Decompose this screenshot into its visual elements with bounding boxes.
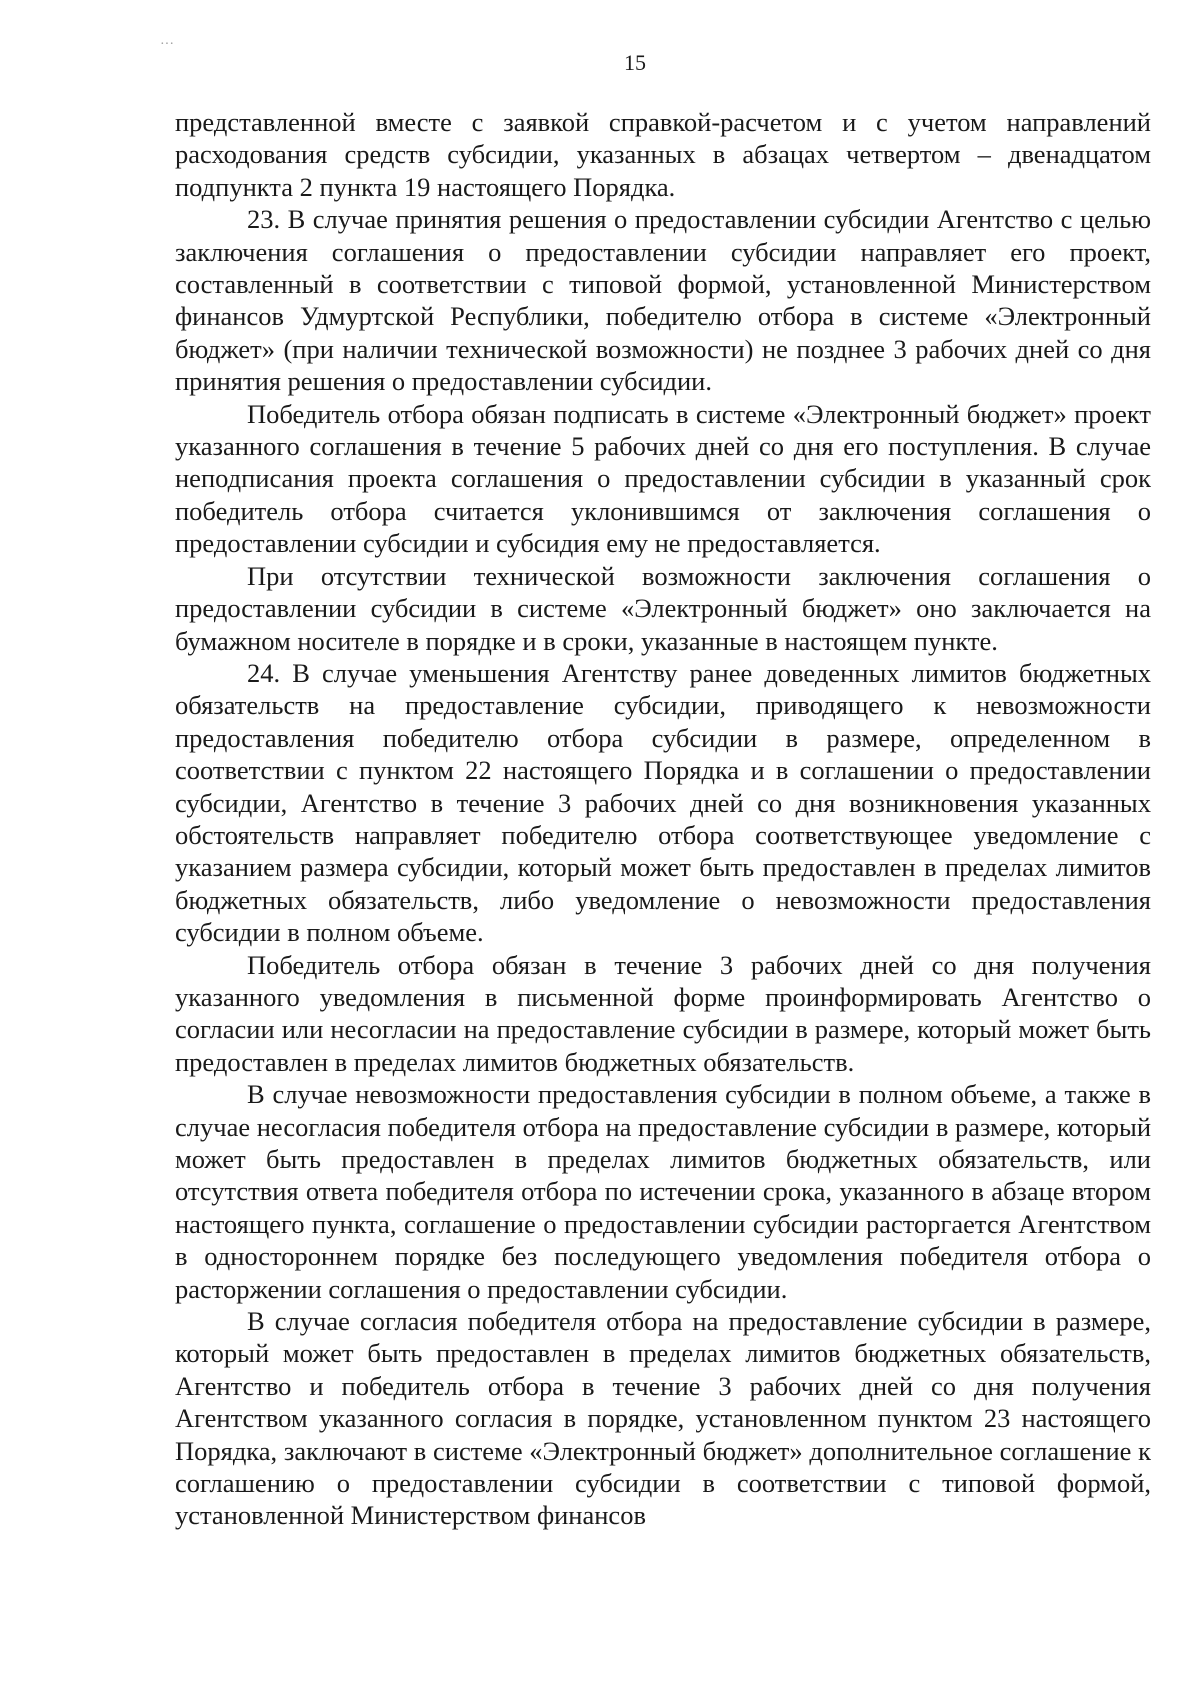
paragraph-clause-23-signing: Победитель отбора обязан подписать в системе «Электронный бюджет» проект указанного соглашения в течение 5 рабочих дней со дня его поступления. В случае неподписания проекта соглашения о предоставлении субсидии в указанный срок победитель отбора считается уклонившимся от заключения соглашения о предоставлении субсидии и субсидия ему не предоставляется. [175,398,1151,559]
scan-speck: ··· [160,37,174,52]
paragraph-clause-24-agreement: В случае согласия победителя отбора на предоставление субсидии в размере, который может быть предоставлен в пределах лимитов бюджетных обязательств, Агентство и победитель отбора в течение 3 рабочих дней со дня получения Агентством указанного согласия в порядке, установленном пунктом 23 настоящего Порядка, заключают в системе «Электронный бюджет» дополнительное соглашение к соглашению о предоставлении субсидии в соответствии с типовой формой, установленной Министерством финансов [175,1306,1151,1531]
paragraph-continuation: представленной вместе с заявкой справкой-расчетом и с учетом направлений расходования средств субсидии, указанных в абзацах четвертом – двенадцатом подпункта 2 пункта 19 настоящего Порядка. [175,107,1151,202]
document-body [175,106,1151,1532]
page-number: 15 [624,50,646,75]
paragraph-clause-24-termination: В случае невозможности предоставления субсидии в полном объеме, а также в случае несогласия победителя отбора на предоставление субсидии в размере, который может быть предоставлен в пределах лимитов бюджетных обязательств, или отсутствия ответа победителя отбора по истечении срока, указанного в абзаце втором настоящего пункта, соглашение о предоставлении субсидии расторгается Агентством в одностороннем порядке без последующего уведомления победителя отбора о расторжении соглашения о предоставлении субсидии. [175,1079,1151,1304]
paragraph-clause-24: 24. В случае уменьшения Агентству ранее доведенных лимитов бюджетных обязательств на предоставление субсидии, приводящего к невозможности предоставления победителю отбора субсидии в размере, определенном в соответствии с пунктом 22 настоящего Порядка и в соглашении о предоставлении субсидии, Агентство в течение 3 рабочих дней со дня возникновения указанных обстоятельств направляет победителю отбора соответствующее уведомление с указанием размера субсидии, который может быть предоставлен в пределах лимитов бюджетных обязательств, либо уведомление о невозможности предоставления субсидии в полном объеме. [175,657,1151,948]
paragraph-clause-24-response: Победитель отбора обязан в течение 3 рабочих дней со дня получения указанного уведомления в письменной форме проинформировать Агентство о согласии или несогласии на предоставление субсидии в размере, который может быть предоставлен в пределах лимитов бюджетных обязательств. [175,949,1151,1077]
paragraph-clause-23-paper: При отсутствии технической возможности заключения соглашения о предоставлении субсидии в системе «Электронный бюджет» оно заключается на бумажном носителе в порядке и в сроки, указанные в настоящем пункте. [175,560,1151,656]
paragraph-clause-23: 23. В случае принятия решения о предоставлении субсидии Агентство с целью заключения соглашения о предоставлении субсидии направляет его проект, составленный в соответствии с типовой формой, установленной Министерством финансов Удмуртской Республики, победителю отбора в системе «Электронный бюджет» (при наличии технической возможности) не позднее 3 рабочих дней со дня принятия решения о предоставлении субсидии. [175,204,1151,397]
